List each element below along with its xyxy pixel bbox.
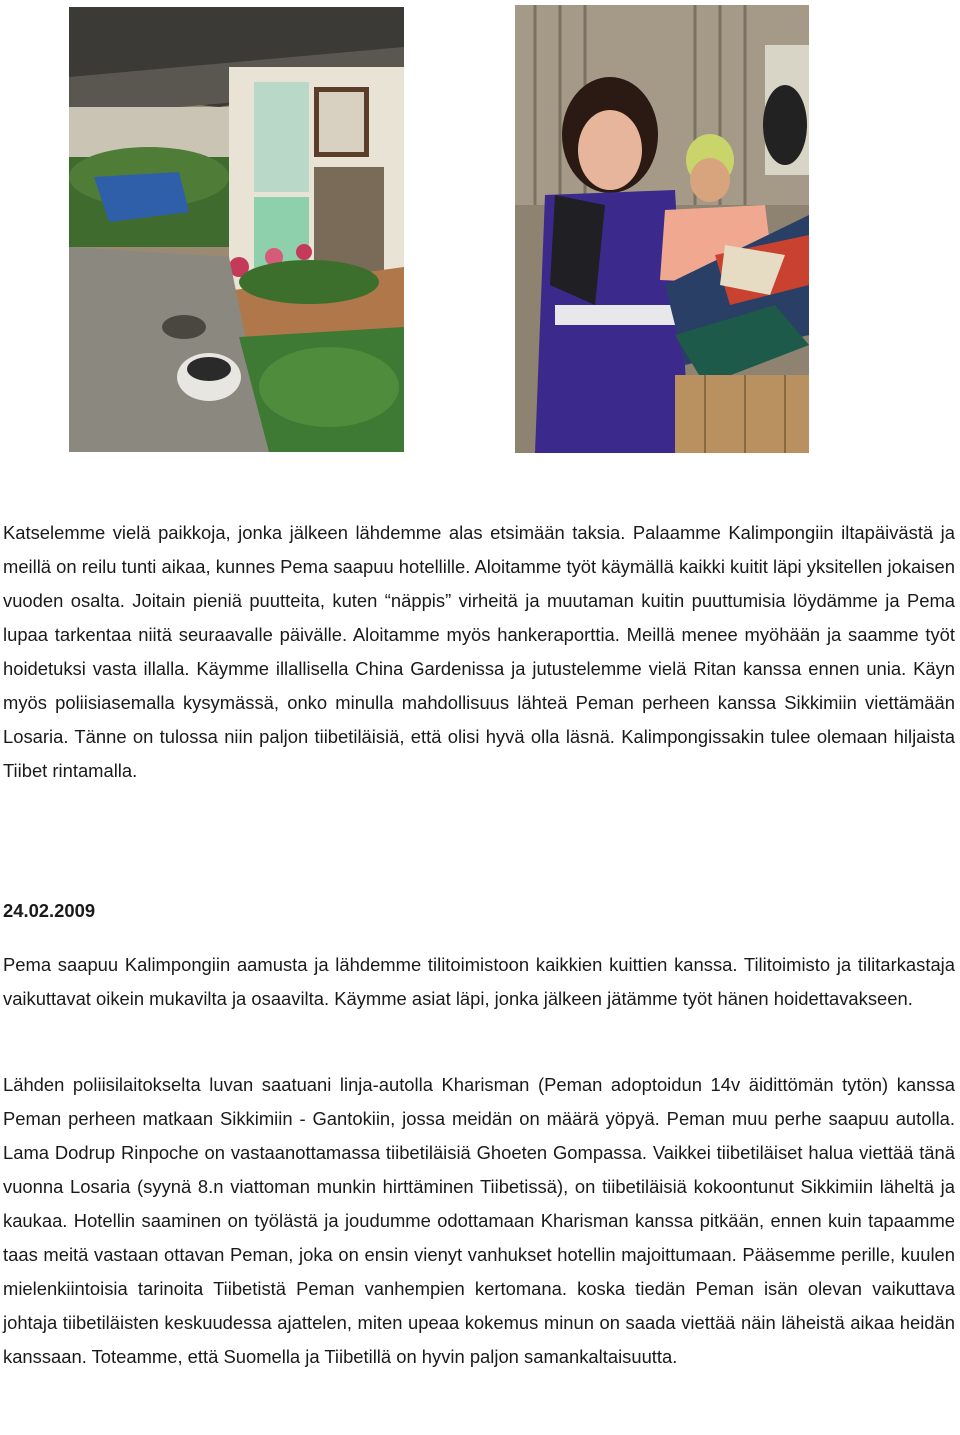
date-heading: 24.02.2009: [3, 900, 96, 921]
paragraph-kalimpong-evening: Katselemme vielä paikkoja, jonka jälkeen lähdemme alas etsimään taksia. Palaamme Kalimpongiin iltapäivästä ja meillä on reilu tunti aikaa, kunnes Pema saapuu hotellille. Aloitamme työt käymällä kaikki kuitit läpi yksitellen jokaisen vuoden osalta. Joitain pieniä puutteita, kuten “näppis” virheitä ja muutaman kuitin puuttumisia löydämme ja Pema lupaa tarkentaa niitä seuraavalle päivälle. Aloitamme myös hankeraporttia. Meillä menee myöhään ja saamme työt hoidetuksi vasta illalla. Käymme illallisella China Gardenissa ja jutustelemme vielä Ritan kanssa ennen unia. Käyn myös poliisiasemalla kysymässä, onko minulla mahdollisuus lähteä Peman perheen kanssa Sikkimiin viettämään Losaria. Tänne on tulossa niin paljon tiibetiläisiä, että olisi hyvä olla läsnä. Kalimpongissakin tulee olemaan hiljaista Tiibet rintamalla.: [3, 522, 955, 781]
photo-women-indoors: [515, 5, 809, 453]
paragraph-accounting-office: Pema saapuu Kalimpongiin aamusta ja lähdemme tilitoimistoon kaikkien kuittien kanssa. Tilitoimisto ja tilitarkastaja vaikuttavat oikein mukavilta ja osaavilta. Käymme asiat läpi, jonka jälkeen jätämme työt hänen hoidettavakseen.: [3, 954, 955, 1009]
photo-garden-house: [69, 7, 404, 452]
paragraph-trip-to-sikkim: Lähden poliisilaitokselta luvan saatuani linja-autolla Kharisman (Peman adoptoidun 14v äidittömän tytön) kanssa Peman perheen matkaan Sikkimiin - Gantokiin, jossa meidän on määrä yöpyä. Peman muu perhe saapuu autolla. Lama Dodrup Rinpoche on vastaanottamassa tiibetiläisiä Ghoeten Gompassa. Vaikkei tiibetiläiset halua viettää tänä vuonna Losaria (syynä 8.n viattoman munkin hirttäminen Tiibetissä), on tiibetiläisiä kokoontunut Sikkimiin läheltä ja kaukaa. Hotellin saaminen on työlästä ja joudumme odottamaan Kharisman kanssa pitkään, ennen kuin tapaamme taas meitä vastaan ottavan Peman, joka on ensin vienyt vanhukset hotellin majoittumaan. Pääsemme perille, kuulen mielenkiintoisia tarinoita Tiibetistä Peman vanhempien kertomana. koska tiedän Peman isän olevan vaikuttava johtaja tiibetiläisten keskuudessa ajattelen, miten upeaa kokemus minun on saada viettää näin läheistä aikaa heidän kanssaan. Toteamme, että Suomella ja Tiibetillä on hyvin paljon samankaltaisuutta.: [3, 1074, 955, 1367]
